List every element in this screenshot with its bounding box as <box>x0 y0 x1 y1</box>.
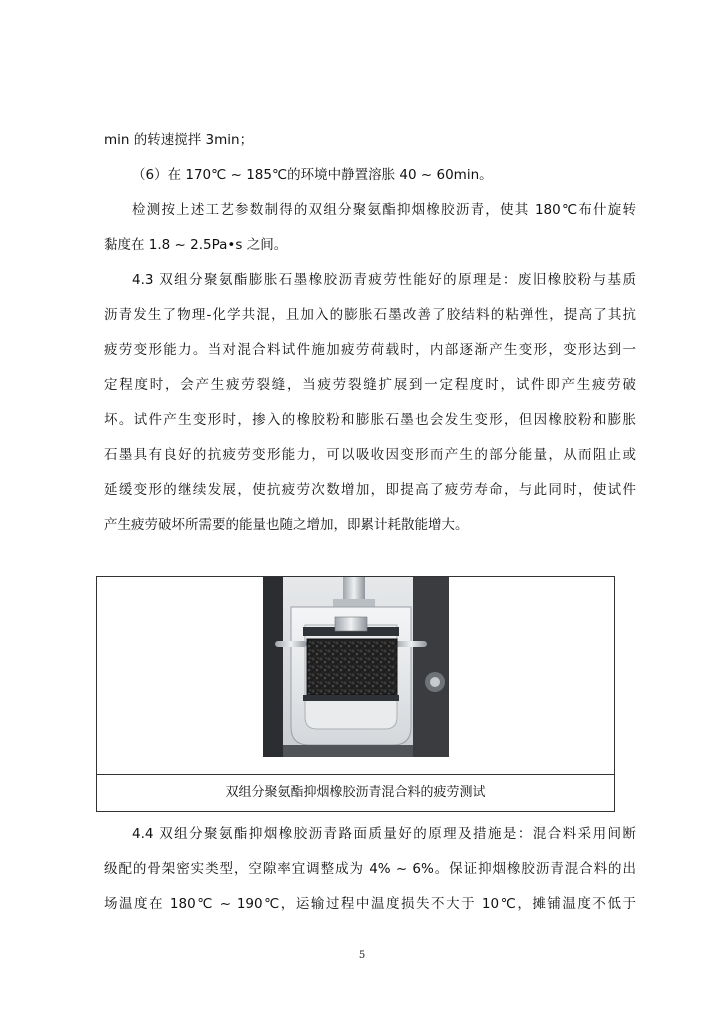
figure-image-cell <box>97 577 614 775</box>
paragraph-line: 沥青发生了物理-化学共混，且加入的膨胀石墨改善了胶结料的粘弹性，提高了其抗 <box>104 307 636 323</box>
figure-table <box>96 576 615 812</box>
paragraph-line: 检测按上述工艺参数制得的双组分聚氨酯抑烟橡胶沥青，使其 180℃布什旋转 <box>132 202 636 218</box>
paragraph-line: 黏度在 1.8 ~ 2.5Pa•s 之间。 <box>104 237 288 253</box>
paragraph-line: 场温度在 180℃ ~ 190℃，运输过程中温度损失不大于 10℃，摊铺温度不低于 <box>104 896 636 912</box>
paragraph-line: 定程度时，会产生疲劳裂缝，当疲劳裂缝扩展到一定程度时，试件即产生疲劳破 <box>104 377 636 393</box>
paragraph-line: 石墨具有良好的抗疲劳变形能力，可以吸收因变形而产生的部分能量，从而阻止或 <box>104 447 636 463</box>
paragraph-line: 延缓变形的继续发展，使抗疲劳次数增加，即提高了疲劳寿命，与此同时，使试件 <box>104 482 636 498</box>
paragraph-line: 4.4 双组分聚氨酯抑烟橡胶沥青路面质量好的原理及措施是：混合料采用间断 <box>132 826 636 842</box>
paragraph-line: 坏。试件产生变形时，掺入的橡胶粉和膨胀石墨也会发生变形，但因橡胶粉和膨胀 <box>104 412 636 428</box>
text-block-bottom <box>104 817 636 922</box>
paragraph-line: 级配的骨架密实类型，空隙率宜调整成为 4% ~ 6%。保证抑烟橡胶沥青混合料的出 <box>104 861 636 877</box>
page-number: 5 <box>358 950 366 961</box>
paragraph-line: 产生疲劳破坏所需要的能量也随之增加，即累计耗散能增大。 <box>104 517 469 533</box>
figure-caption: 双组分聚氨酯抑烟橡胶沥青混合料的疲劳测试 <box>225 785 486 800</box>
paragraph-line: （6）在 170℃ ~ 185℃的环境中静置溶胀 40 ~ 60min。 <box>132 167 493 183</box>
text-block-top <box>104 123 636 543</box>
fatigue-test-photo <box>263 577 449 757</box>
paragraph-line: 疲劳变形能力。当对混合料试件施加疲劳荷载时，内部逐渐产生变形，变形达到一 <box>104 342 636 358</box>
paragraph-line: min 的转速搅拌 3min； <box>104 132 254 148</box>
paragraph-line: 4.3 双组分聚氨酯膨胀石墨橡胶沥青疲劳性能好的原理是：废旧橡胶粉与基质 <box>132 272 636 288</box>
